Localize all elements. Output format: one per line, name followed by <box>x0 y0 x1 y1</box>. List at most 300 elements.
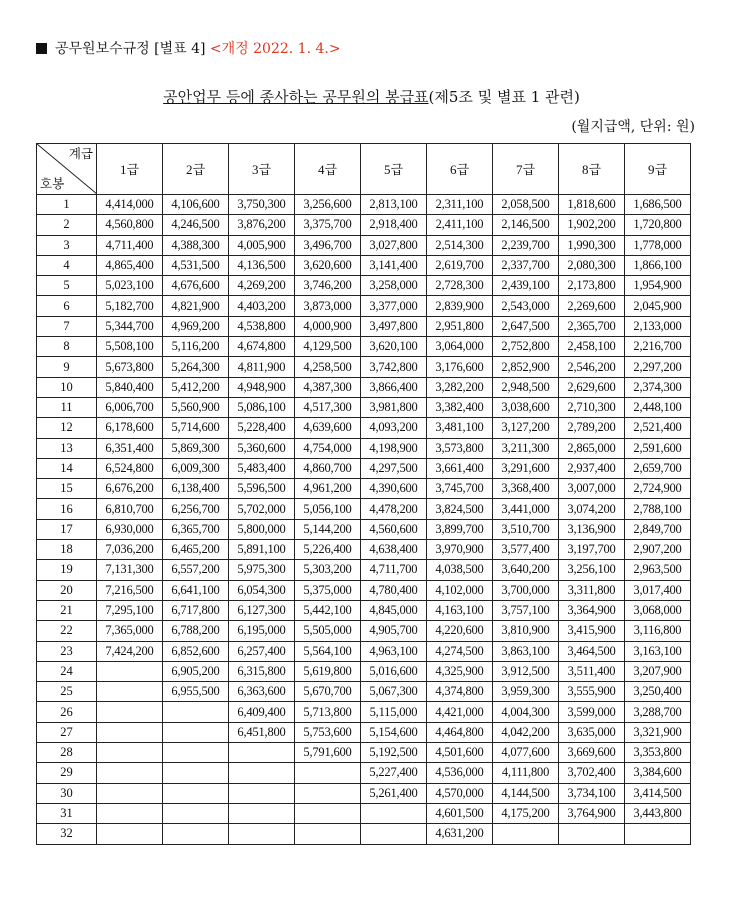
salary-cell: 2,918,400 <box>361 215 427 235</box>
salary-cell: 2,963,500 <box>625 560 691 580</box>
grade-header: 9급 <box>625 144 691 195</box>
table-row <box>37 418 691 438</box>
salary-cell: 3,764,900 <box>559 803 625 823</box>
salary-cell: 2,948,500 <box>493 377 559 397</box>
step-cell: 2 <box>37 215 97 235</box>
table-row <box>37 783 691 803</box>
salary-cell: 5,702,000 <box>229 499 295 519</box>
salary-cell: 4,374,800 <box>427 682 493 702</box>
salary-cell: 2,724,900 <box>625 479 691 499</box>
salary-cell: 2,849,700 <box>625 519 691 539</box>
salary-cell: 3,364,900 <box>559 600 625 620</box>
salary-cell: 5,412,200 <box>163 377 229 397</box>
salary-cell: 2,629,600 <box>559 377 625 397</box>
salary-cell: 3,163,100 <box>625 641 691 661</box>
salary-cell: 7,295,100 <box>97 600 163 620</box>
salary-cell <box>361 824 427 844</box>
salary-cell: 3,669,600 <box>559 743 625 763</box>
salary-cell: 5,800,000 <box>229 519 295 539</box>
salary-cell <box>229 803 295 823</box>
grade-header: 4급 <box>295 144 361 195</box>
salary-cell: 4,269,200 <box>229 276 295 296</box>
grade-header: 7급 <box>493 144 559 195</box>
salary-cell: 4,258,500 <box>295 357 361 377</box>
salary-cell: 6,409,400 <box>229 702 295 722</box>
table-row <box>37 580 691 600</box>
salary-cell: 3,074,200 <box>559 499 625 519</box>
salary-cell <box>493 824 559 844</box>
salary-cell <box>163 783 229 803</box>
table-row <box>37 600 691 620</box>
salary-cell: 2,788,100 <box>625 499 691 519</box>
salary-cell: 2,439,100 <box>493 276 559 296</box>
salary-cell: 1,990,300 <box>559 235 625 255</box>
salary-cell: 3,511,400 <box>559 661 625 681</box>
table-row <box>37 195 691 215</box>
table-row <box>37 296 691 316</box>
salary-cell: 6,641,100 <box>163 580 229 600</box>
salary-cell: 4,860,700 <box>295 458 361 478</box>
salary-cell: 6,905,200 <box>163 661 229 681</box>
salary-cell: 4,639,600 <box>295 418 361 438</box>
salary-cell: 3,873,000 <box>295 296 361 316</box>
step-cell: 21 <box>37 600 97 620</box>
salary-cell: 4,000,900 <box>295 316 361 336</box>
salary-cell: 4,961,200 <box>295 479 361 499</box>
salary-cell <box>163 803 229 823</box>
salary-cell: 4,387,300 <box>295 377 361 397</box>
salary-cell: 5,869,300 <box>163 438 229 458</box>
salary-cell <box>163 722 229 742</box>
salary-cell: 5,144,200 <box>295 519 361 539</box>
salary-cell: 2,647,500 <box>493 316 559 336</box>
salary-cell: 5,560,900 <box>163 397 229 417</box>
salary-cell: 2,813,100 <box>361 195 427 215</box>
salary-cell: 4,780,400 <box>361 580 427 600</box>
table-row <box>37 255 691 275</box>
salary-cell: 3,635,000 <box>559 722 625 742</box>
corner-step-label: 호봉 <box>40 177 65 191</box>
salary-cell: 4,711,700 <box>361 560 427 580</box>
salary-cell: 3,745,700 <box>427 479 493 499</box>
salary-cell: 4,175,200 <box>493 803 559 823</box>
salary-cell: 5,483,400 <box>229 458 295 478</box>
table-row <box>37 438 691 458</box>
salary-cell <box>295 824 361 844</box>
salary-cell: 6,257,400 <box>229 641 295 661</box>
step-cell: 4 <box>37 255 97 275</box>
salary-cell: 4,274,500 <box>427 641 493 661</box>
salary-cell: 5,791,600 <box>295 743 361 763</box>
salary-cell: 4,220,600 <box>427 621 493 641</box>
salary-cell: 4,038,500 <box>427 560 493 580</box>
salary-cell: 3,746,200 <box>295 276 361 296</box>
salary-cell: 4,560,800 <box>97 215 163 235</box>
salary-cell <box>625 824 691 844</box>
table-row <box>37 276 691 296</box>
salary-cell: 3,464,500 <box>559 641 625 661</box>
salary-cell: 6,138,400 <box>163 479 229 499</box>
salary-cell: 3,702,400 <box>559 763 625 783</box>
salary-cell: 1,686,500 <box>625 195 691 215</box>
salary-cell: 4,478,200 <box>361 499 427 519</box>
salary-cell: 3,866,400 <box>361 377 427 397</box>
salary-cell: 2,865,000 <box>559 438 625 458</box>
salary-cell: 3,573,800 <box>427 438 493 458</box>
salary-cell: 2,458,100 <box>559 337 625 357</box>
salary-cell: 4,136,500 <box>229 255 295 275</box>
revision-date: <개정 2022. 1. 4.> <box>209 41 341 57</box>
salary-cell: 5,975,300 <box>229 560 295 580</box>
step-cell: 6 <box>37 296 97 316</box>
corner-grade-label: 계급 <box>68 147 93 161</box>
salary-cell: 3,757,100 <box>493 600 559 620</box>
salary-cell <box>295 763 361 783</box>
salary-cell: 2,546,200 <box>559 357 625 377</box>
salary-cell: 6,178,600 <box>97 418 163 438</box>
salary-cell: 4,638,400 <box>361 540 427 560</box>
table-row <box>37 479 691 499</box>
salary-cell: 4,111,800 <box>493 763 559 783</box>
salary-cell: 6,810,700 <box>97 499 163 519</box>
table-row <box>37 743 691 763</box>
salary-cell: 6,351,400 <box>97 438 163 458</box>
salary-cell: 7,424,200 <box>97 641 163 661</box>
salary-cell: 4,570,000 <box>427 783 493 803</box>
table-row <box>37 458 691 478</box>
salary-cell: 3,127,200 <box>493 418 559 438</box>
salary-cell: 2,521,400 <box>625 418 691 438</box>
salary-cell: 6,365,700 <box>163 519 229 539</box>
table-row <box>37 824 691 844</box>
step-cell: 30 <box>37 783 97 803</box>
table-row <box>37 803 691 823</box>
step-cell: 28 <box>37 743 97 763</box>
salary-cell: 3,211,300 <box>493 438 559 458</box>
table-row <box>37 661 691 681</box>
salary-cell: 5,564,100 <box>295 641 361 661</box>
salary-cell: 5,115,000 <box>361 702 427 722</box>
salary-cell: 5,840,400 <box>97 377 163 397</box>
table-row <box>37 357 691 377</box>
salary-cell: 3,661,400 <box>427 458 493 478</box>
salary-cell: 2,365,700 <box>559 316 625 336</box>
salary-cell: 2,146,500 <box>493 215 559 235</box>
salary-cell: 6,054,300 <box>229 580 295 600</box>
salary-cell: 3,256,100 <box>559 560 625 580</box>
grade-header: 2급 <box>163 144 229 195</box>
salary-cell: 5,375,000 <box>295 580 361 600</box>
salary-cell: 7,131,300 <box>97 560 163 580</box>
step-cell: 15 <box>37 479 97 499</box>
salary-cell: 6,465,200 <box>163 540 229 560</box>
step-cell: 22 <box>37 621 97 641</box>
table-row <box>37 397 691 417</box>
step-cell: 1 <box>37 195 97 215</box>
salary-cell: 4,163,100 <box>427 600 493 620</box>
step-cell: 20 <box>37 580 97 600</box>
salary-cell: 1,866,100 <box>625 255 691 275</box>
salary-cell: 3,136,900 <box>559 519 625 539</box>
unit-note: (월지급액, 단위: 원) <box>571 119 695 135</box>
salary-cell: 3,353,800 <box>625 743 691 763</box>
salary-cell: 4,948,900 <box>229 377 295 397</box>
salary-cell: 3,368,400 <box>493 479 559 499</box>
salary-cell <box>229 743 295 763</box>
salary-cell: 3,959,300 <box>493 682 559 702</box>
salary-cell: 4,093,200 <box>361 418 427 438</box>
salary-cell: 5,596,500 <box>229 479 295 499</box>
table-row <box>37 215 691 235</box>
salary-cell: 4,403,200 <box>229 296 295 316</box>
salary-cell: 3,258,000 <box>361 276 427 296</box>
salary-cell: 2,789,200 <box>559 418 625 438</box>
salary-cell: 4,531,500 <box>163 255 229 275</box>
salary-cell: 5,016,600 <box>361 661 427 681</box>
salary-cell: 6,930,000 <box>97 519 163 539</box>
step-cell: 16 <box>37 499 97 519</box>
table-row <box>37 519 691 539</box>
salary-cell: 2,173,800 <box>559 276 625 296</box>
table-row <box>37 763 691 783</box>
salary-cell: 3,441,000 <box>493 499 559 519</box>
salary-cell: 3,496,700 <box>295 235 361 255</box>
salary-cell: 6,788,200 <box>163 621 229 641</box>
salary-cell: 4,129,500 <box>295 337 361 357</box>
salary-cell: 4,674,800 <box>229 337 295 357</box>
salary-cell: 3,207,900 <box>625 661 691 681</box>
salary-cell: 4,421,000 <box>427 702 493 722</box>
salary-cell: 1,778,000 <box>625 235 691 255</box>
table-row <box>37 702 691 722</box>
salary-cell: 2,216,700 <box>625 337 691 357</box>
salary-cell: 4,560,600 <box>361 519 427 539</box>
step-cell: 27 <box>37 722 97 742</box>
salary-cell: 6,195,000 <box>229 621 295 641</box>
salary-cell: 3,027,800 <box>361 235 427 255</box>
salary-cell: 3,250,400 <box>625 682 691 702</box>
salary-cell: 3,970,900 <box>427 540 493 560</box>
salary-cell <box>361 803 427 823</box>
table-row <box>37 337 691 357</box>
grade-header: 6급 <box>427 144 493 195</box>
salary-cell: 6,127,300 <box>229 600 295 620</box>
salary-cell: 5,303,200 <box>295 560 361 580</box>
step-cell: 10 <box>37 377 97 397</box>
salary-cell: 6,363,600 <box>229 682 295 702</box>
salary-cell: 5,360,600 <box>229 438 295 458</box>
salary-cell: 3,282,200 <box>427 377 493 397</box>
salary-cell: 5,116,200 <box>163 337 229 357</box>
step-cell: 9 <box>37 357 97 377</box>
salary-cell: 5,023,100 <box>97 276 163 296</box>
salary-cell: 4,676,600 <box>163 276 229 296</box>
salary-cell: 2,448,100 <box>625 397 691 417</box>
salary-cell: 4,865,400 <box>97 255 163 275</box>
salary-cell: 4,042,200 <box>493 722 559 742</box>
salary-cell: 5,713,800 <box>295 702 361 722</box>
table-row <box>37 235 691 255</box>
salary-cell: 5,891,100 <box>229 540 295 560</box>
salary-cell: 5,753,600 <box>295 722 361 742</box>
salary-cell: 2,543,000 <box>493 296 559 316</box>
salary-cell: 4,390,600 <box>361 479 427 499</box>
step-cell: 32 <box>37 824 97 844</box>
salary-cell: 1,902,200 <box>559 215 625 235</box>
salary-cell: 3,824,500 <box>427 499 493 519</box>
salary-cell: 4,821,900 <box>163 296 229 316</box>
salary-cell <box>97 783 163 803</box>
salary-cell: 2,058,500 <box>493 195 559 215</box>
salary-cell: 4,754,000 <box>295 438 361 458</box>
salary-cell: 4,414,000 <box>97 195 163 215</box>
salary-cell: 4,106,600 <box>163 195 229 215</box>
salary-cell: 4,325,900 <box>427 661 493 681</box>
salary-cell: 3,311,800 <box>559 580 625 600</box>
salary-cell: 4,811,900 <box>229 357 295 377</box>
salary-cell: 3,064,000 <box>427 337 493 357</box>
salary-cell: 2,839,900 <box>427 296 493 316</box>
salary-cell: 3,414,500 <box>625 783 691 803</box>
salary-cell: 4,905,700 <box>361 621 427 641</box>
salary-cell: 3,497,800 <box>361 316 427 336</box>
square-bullet-icon <box>36 43 47 54</box>
step-cell: 18 <box>37 540 97 560</box>
salary-cell: 3,288,700 <box>625 702 691 722</box>
salary-cell: 3,068,000 <box>625 600 691 620</box>
salary-cell <box>229 824 295 844</box>
salary-cell: 6,852,600 <box>163 641 229 661</box>
salary-cell <box>97 803 163 823</box>
salary-cell: 3,810,900 <box>493 621 559 641</box>
salary-cell: 3,443,800 <box>625 803 691 823</box>
salary-cell: 3,555,900 <box>559 682 625 702</box>
salary-cell: 3,981,800 <box>361 397 427 417</box>
salary-cell <box>229 763 295 783</box>
salary-cell: 4,711,400 <box>97 235 163 255</box>
salary-cell: 6,256,700 <box>163 499 229 519</box>
salary-cell: 2,297,200 <box>625 357 691 377</box>
salary-cell: 4,144,500 <box>493 783 559 803</box>
salary-cell: 3,415,900 <box>559 621 625 641</box>
salary-cell: 4,963,100 <box>361 641 427 661</box>
salary-cell: 3,291,600 <box>493 458 559 478</box>
salary-cell: 5,714,600 <box>163 418 229 438</box>
salary-cell: 2,752,800 <box>493 337 559 357</box>
salary-cell: 2,514,300 <box>427 235 493 255</box>
salary-cell: 3,375,700 <box>295 215 361 235</box>
step-cell: 8 <box>37 337 97 357</box>
salary-cell: 2,937,400 <box>559 458 625 478</box>
salary-cell: 4,845,000 <box>361 600 427 620</box>
table-body <box>37 195 691 845</box>
salary-cell: 2,951,800 <box>427 316 493 336</box>
salary-cell: 6,451,800 <box>229 722 295 742</box>
salary-cell: 6,717,800 <box>163 600 229 620</box>
table-row <box>37 722 691 742</box>
title-main: 공안업무 등에 종사하는 공무원의 봉급표 <box>163 88 429 106</box>
salary-cell <box>163 743 229 763</box>
salary-cell: 4,601,500 <box>427 803 493 823</box>
salary-cell <box>97 743 163 763</box>
salary-cell: 3,863,100 <box>493 641 559 661</box>
salary-cell: 2,239,700 <box>493 235 559 255</box>
salary-cell: 4,517,300 <box>295 397 361 417</box>
salary-cell: 3,599,000 <box>559 702 625 722</box>
salary-cell: 2,852,900 <box>493 357 559 377</box>
salary-cell <box>163 824 229 844</box>
salary-cell: 1,954,900 <box>625 276 691 296</box>
salary-cell: 3,620,600 <box>295 255 361 275</box>
step-cell: 3 <box>37 235 97 255</box>
salary-cell: 5,442,100 <box>295 600 361 620</box>
salary-cell: 5,344,700 <box>97 316 163 336</box>
salary-cell: 3,899,700 <box>427 519 493 539</box>
salary-cell: 6,315,800 <box>229 661 295 681</box>
step-cell: 23 <box>37 641 97 661</box>
salary-cell: 4,631,200 <box>427 824 493 844</box>
salary-cell: 5,619,800 <box>295 661 361 681</box>
step-cell: 14 <box>37 458 97 478</box>
salary-cell: 4,969,200 <box>163 316 229 336</box>
salary-cell: 7,365,000 <box>97 621 163 641</box>
salary-cell: 5,192,500 <box>361 743 427 763</box>
grade-header: 5급 <box>361 144 427 195</box>
salary-cell: 5,067,300 <box>361 682 427 702</box>
salary-cell: 5,228,400 <box>229 418 295 438</box>
salary-cell: 4,501,600 <box>427 743 493 763</box>
salary-cell <box>229 783 295 803</box>
salary-cell: 6,955,500 <box>163 682 229 702</box>
salary-cell: 3,742,800 <box>361 357 427 377</box>
salary-cell: 2,411,100 <box>427 215 493 235</box>
salary-cell: 4,297,500 <box>361 458 427 478</box>
salary-cell: 5,226,400 <box>295 540 361 560</box>
salary-cell: 3,382,400 <box>427 397 493 417</box>
salary-cell <box>163 763 229 783</box>
step-cell: 29 <box>37 763 97 783</box>
salary-cell: 2,080,300 <box>559 255 625 275</box>
salary-cell <box>97 722 163 742</box>
salary-cell: 5,673,800 <box>97 357 163 377</box>
table-row <box>37 316 691 336</box>
salary-cell: 1,818,600 <box>559 195 625 215</box>
salary-cell: 2,659,700 <box>625 458 691 478</box>
salary-cell: 2,133,000 <box>625 316 691 336</box>
title-suffix: (제5조 및 별표 1 관련) <box>428 88 580 106</box>
salary-cell: 3,377,000 <box>361 296 427 316</box>
salary-cell: 5,154,600 <box>361 722 427 742</box>
salary-cell: 1,720,800 <box>625 215 691 235</box>
salary-cell: 7,216,500 <box>97 580 163 600</box>
salary-cell: 2,728,300 <box>427 276 493 296</box>
salary-cell <box>97 702 163 722</box>
step-cell: 12 <box>37 418 97 438</box>
salary-cell <box>163 702 229 722</box>
salary-cell <box>97 661 163 681</box>
step-cell: 24 <box>37 661 97 681</box>
salary-cell <box>97 682 163 702</box>
step-cell: 26 <box>37 702 97 722</box>
salary-cell: 3,734,100 <box>559 783 625 803</box>
salary-cell: 2,907,200 <box>625 540 691 560</box>
salary-cell: 4,464,800 <box>427 722 493 742</box>
salary-cell: 3,141,400 <box>361 255 427 275</box>
table-header-row <box>37 144 691 195</box>
salary-cell: 2,710,300 <box>559 397 625 417</box>
grade-header: 1급 <box>97 144 163 195</box>
salary-cell: 5,670,700 <box>295 682 361 702</box>
